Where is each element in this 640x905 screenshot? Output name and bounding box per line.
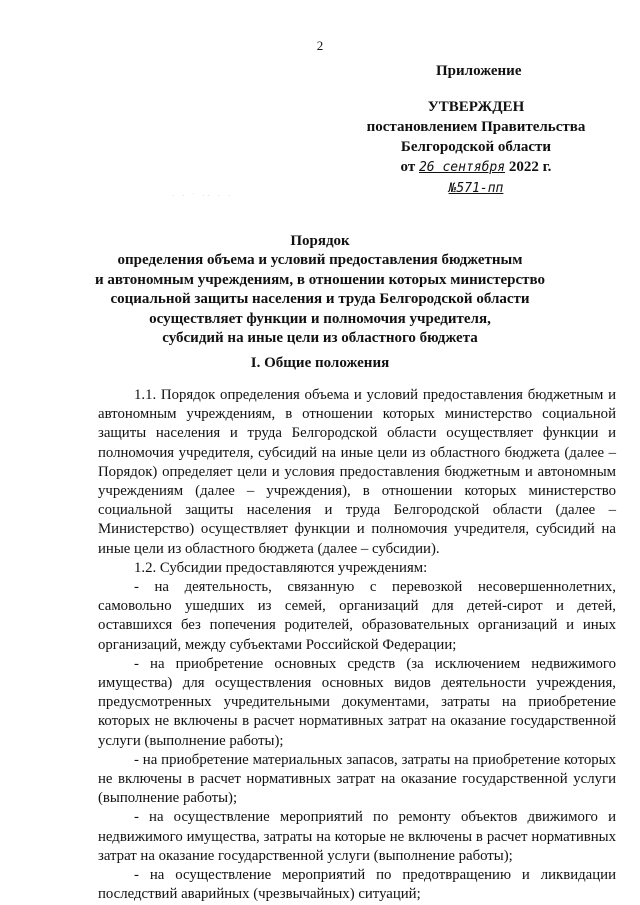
approval-stamp [360, 97, 592, 199]
scan-noise: · · ˙ ·· · · [172, 192, 234, 200]
date-prefix: от [400, 159, 416, 175]
approval-date [360, 157, 592, 178]
approval-line-2: постановлением Правительства [366, 119, 586, 135]
title-line: и автономным учреждениям, в отношении которых министерство [95, 271, 545, 288]
list-item: - на приобретение материальных запасов, затраты на приобретение которых не включены в расчет нормативных затрат на оказание государственной услуги (выполнение работы); [98, 751, 616, 807]
title-heading: Порядок [290, 233, 350, 249]
date-year: 2022 г. [508, 159, 552, 175]
date-handwritten: 26 сентября [418, 160, 506, 175]
body-text [98, 386, 616, 904]
list-item: - на осуществление мероприятий по предотвращению и ликвидации последствий аварийных (чрезвычайных) ситуаций; [98, 867, 616, 903]
approval-line-1: УТВЕРЖДЕН [427, 99, 525, 115]
title-line: осуществляет функции и полномочия учредителя, [149, 310, 491, 327]
title-line: определения объема и условий предоставления бюджетным [117, 252, 523, 269]
list-item: - на приобретение основных средств (за исключением недвижимого имущества) для осуществления основных видов деятельности учреждения, предусмотренных учредительными документами, затраты на приобретение которых не включены в расчет нормативных затрат на оказание государственной услуги (выполнение работы); [98, 655, 616, 749]
appendix-label: Приложение [436, 63, 522, 79]
number-handwritten: №571-пп [448, 181, 504, 196]
list-item: - на деятельность, связанную с перевозкой несовершеннолетних, самовольно ушедших из семей, организаций для детей-сирот и детей, оставшихся без попечения родителей, образовательных организаций и иных организаций, между субъектами Российской Федерации; [98, 579, 616, 653]
list-item: - на осуществление мероприятий по ремонту объектов движимого и недвижимого имущества, затраты на которые не включены в расчет нормативных затрат на оказание государственной услуги (выполнение работы); [98, 809, 616, 864]
paragraph: 1.1. Порядок определения объема и условий предоставления бюджетным и автономным учреждениям, в отношении которых министерство социальной защиты населения и труда Белгородской области осуществляет функции и полномочия учредителя, субсидий на иные цели из областного бюджета (далее – Порядок) определяет цели и условия предоставления бюджетным и автономным учреждениям (далее – учреждения), в отношении которых министерство социальной защиты населения и труда Белгородской области (далее – Министерство) осуществляет функции и полномочия учредителя, субсидий на иные цели из областного бюджета (далее – субсидии). [98, 387, 616, 557]
section-heading: I. Общие положения [250, 355, 390, 371]
approval-number [360, 178, 592, 199]
page-number: 2 [316, 38, 324, 53]
title-line: социальной защиты населения и труда Белгородской области [110, 291, 530, 308]
document-title [0, 232, 640, 348]
approval-line-3: Белгородской области [400, 139, 552, 155]
title-line: субсидий на иные цели из областного бюджета [162, 330, 478, 347]
paragraph: 1.2. Субсидии предоставляются учреждениям: [134, 559, 428, 576]
